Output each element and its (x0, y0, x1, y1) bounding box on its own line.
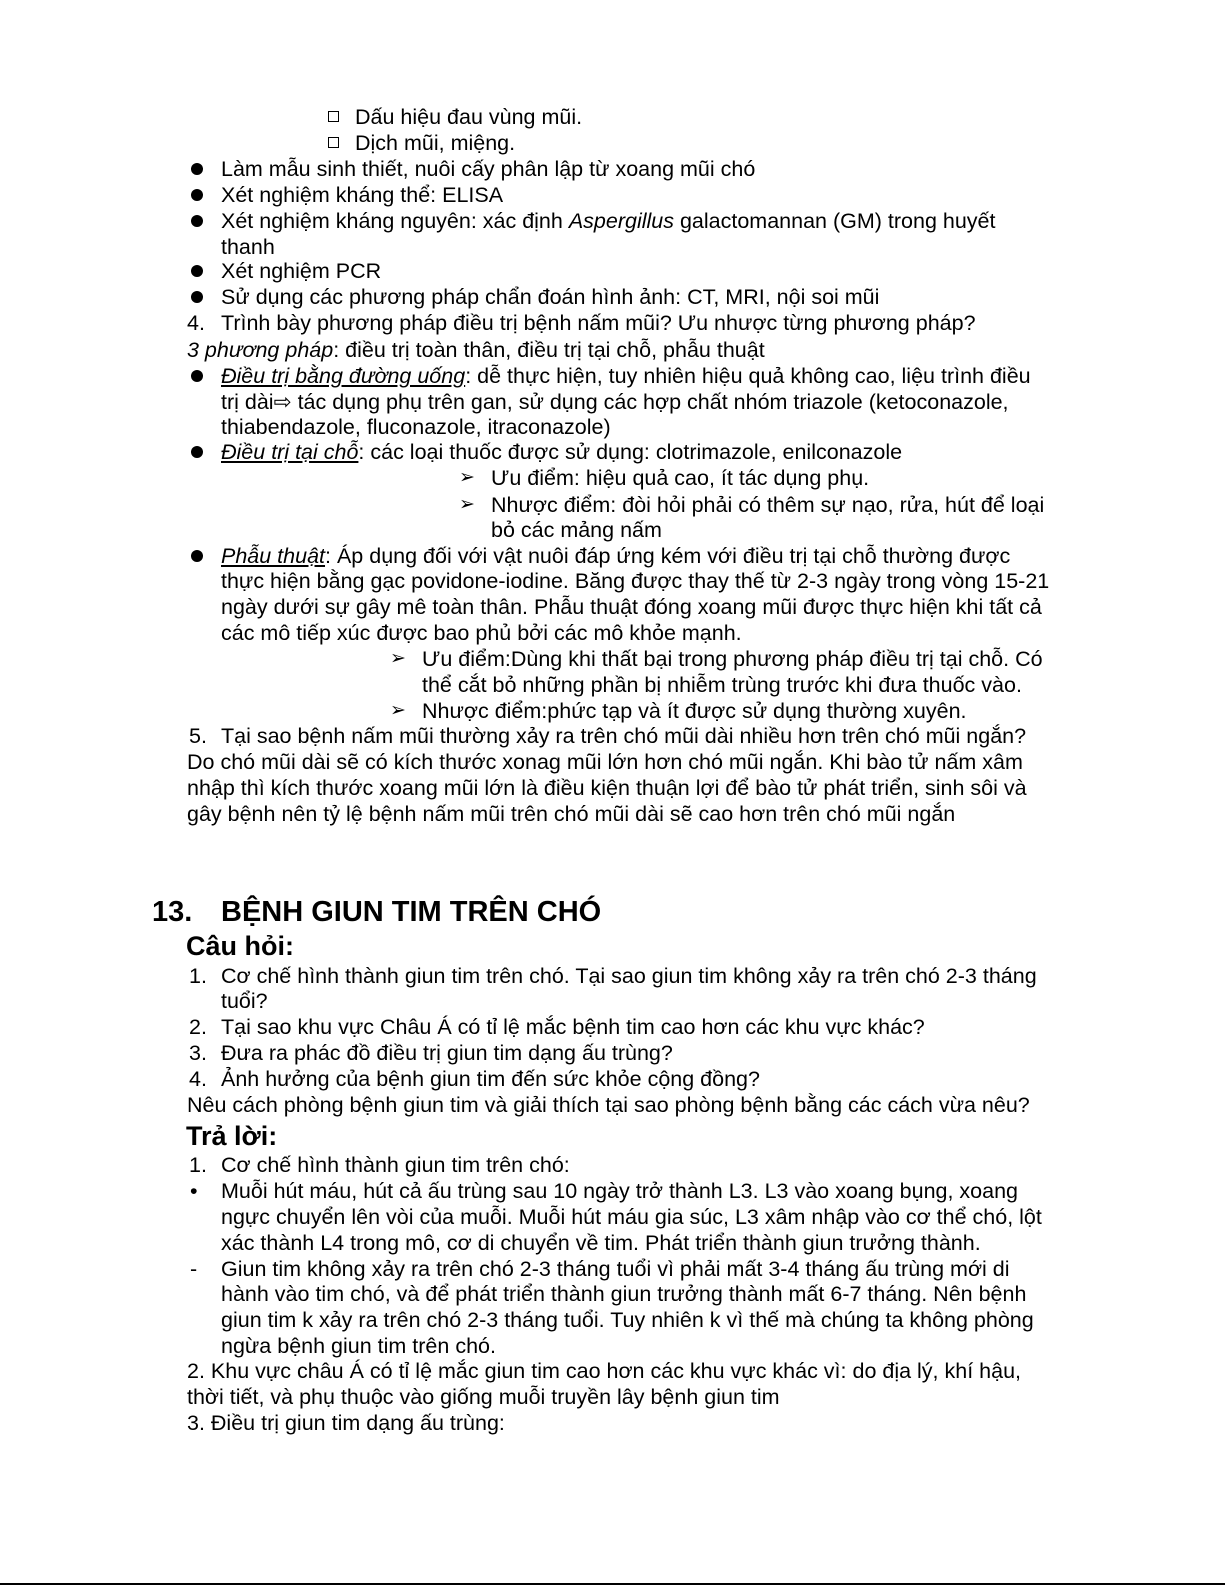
question-text: Ảnh hưởng của bệnh giun tim đến sức khỏe cộng đồng? (221, 1067, 760, 1091)
question-text: Đưa ra phác đồ điều trị giun tim dạng ấu trùng? (221, 1041, 673, 1065)
surgery-pro: Ưu điểm:Dùng khi thất bại trong phương pháp điều trị tại chỗ. Có (422, 647, 1043, 671)
list-number: 2. (189, 1015, 207, 1039)
oral-treatment: Điều trị bằng đường uống: dễ thực hiện, tuy nhiên hiệu quả không cao, liệu trình điều (221, 364, 1031, 388)
surgery-cont: ngày dưới sự gây mê toàn thân. Phẫu thuật đóng xoang mũi được thực hiện khi tất cả (221, 595, 1042, 619)
bullet-icon (191, 370, 203, 382)
local-pro: Ưu điểm: hiệu quả cao, ít tác dụng phụ. (491, 466, 870, 490)
answer-text: xác thành L4 trong mô, cơ di chuyển về tim. Phát triển thành giun trưởng thành. (221, 1231, 981, 1255)
test-item: Xét nghiệm kháng thể: ELISA (221, 183, 504, 207)
checkbox-icon (328, 111, 339, 122)
section-number: 13. (152, 896, 193, 928)
local-con-cont: bỏ các mảng nấm (491, 518, 662, 542)
question-text: Tại sao bệnh nấm mũi thường xảy ra trên chó mũi dài nhiều hơn trên chó mũi ngắn? (221, 724, 1027, 748)
surgery: Phẫu thuật: Áp dụng đối với vật nuôi đáp ứng kém với điều trị tại chỗ thường được (221, 544, 1011, 568)
methods-line: 3 phương pháp: điều trị toàn thân, điều trị tại chỗ, phẫu thuật (187, 338, 765, 362)
oral-treatment-cont: trị dài⇨ tác dụng phụ trên gan, sử dụng các hợp chất nhóm triazole (ketoconazole, (221, 390, 1009, 414)
surgery-cont: thực hiện bằng gạc povidone-iodine. Băng được thay thế từ 2-3 ngày trong vòng 15-21 (221, 569, 1050, 593)
bullet-icon: • (190, 1179, 198, 1203)
answer-text: nhập thì kích thước xoang mũi lớn là điều kiện thuận lợi để bào tử phát triển, sinh sôi và (187, 776, 1027, 800)
section-title: BỆNH GIUN TIM TRÊN CHÓ (221, 896, 602, 928)
answer-text: giun tim k xảy ra trên chó 2-3 tháng tuổi. Tuy nhiên k vì thế mà chúng ta không phòng (221, 1308, 1034, 1332)
answer-text: Giun tim không xảy ra trên chó 2-3 tháng tuổi vì phải mất 3-4 tháng ấu trùng mới di (221, 1257, 1010, 1281)
answer-title: Cơ chế hình thành giun tim trên chó: (221, 1153, 570, 1177)
list-number: 3. (189, 1041, 207, 1065)
bullet-icon (191, 215, 203, 227)
answer-text: Muỗi hút máu, hút cả ấu trùng sau 10 ngày trở thành L3. L3 vào xoang bụng, xoang (221, 1179, 1019, 1203)
question-text: Tại sao khu vực Châu Á có tỉ lệ mắc bệnh tim cao hơn các khu vực khác? (221, 1015, 925, 1039)
arrow-icon: ⇨ (273, 390, 292, 414)
diag-item: Dấu hiệu đau vùng mũi. (355, 105, 583, 129)
bullet-icon (191, 163, 203, 175)
bullet-icon (191, 189, 203, 201)
question-text-cont: tuổi? (221, 989, 268, 1013)
local-con: Nhược điểm: đòi hỏi phải có thêm sự nạo, rửa, hút để loại (491, 493, 1045, 517)
answer-text: thời tiết, và phụ thuộc vào giống muỗi truyền lây bệnh giun tim (187, 1385, 780, 1409)
arrowhead-bullet-icon: ➢ (390, 700, 406, 721)
answer-text: 3. Điều trị giun tim dạng ấu trùng: (187, 1411, 505, 1435)
answer-text: ngừa bệnh giun tim trên chó. (221, 1334, 496, 1358)
oral-treatment-cont: thiabendazole, fluconazole, itraconazole) (221, 415, 611, 439)
test-item: Sử dụng các phương pháp chẩn đoán hình ảnh: CT, MRI, nội soi mũi (221, 285, 880, 309)
test-item: Xét nghiệm PCR (221, 259, 382, 283)
test-item: Làm mẫu sinh thiết, nuôi cấy phân lập từ xoang mũi chó (221, 157, 756, 181)
answer-text: ngực chuyển lên vòi của muỗi. Muỗi hút máu gia súc, L3 xâm nhập vào cơ thể chó, lột (221, 1205, 1042, 1229)
answer-text: Do chó mũi dài sẽ có kích thước xonag mũi lớn hơn chó mũi ngắn. Khi bào tử nấm xâm (187, 750, 1023, 774)
question-text: Nêu cách phòng bệnh giun tim và giải thích tại sao phòng bệnh bằng các cách vừa nêu? (187, 1093, 1030, 1117)
dash-icon: - (190, 1257, 198, 1281)
surgery-pro-cont: thể cắt bỏ những phần bị nhiễm trùng trước khi đưa thuốc vào. (422, 673, 1022, 697)
surgery-con: Nhược điểm:phức tạp và ít được sử dụng thường xuyên. (422, 699, 967, 723)
diag-item: Dịch mũi, miệng. (355, 131, 516, 155)
bullet-icon (191, 265, 203, 277)
test-item-cont: thanh (221, 235, 275, 259)
question-text: Cơ chế hình thành giun tim trên chó. Tại sao giun tim không xảy ra trên chó 2-3 tháng (221, 964, 1037, 988)
answer-text: gây bệnh nên tỷ lệ bệnh nấm mũi trên chó mũi dài sẽ cao hơn trên chó mũi ngắn (187, 802, 956, 826)
list-number: 4. (187, 311, 205, 335)
arrowhead-bullet-icon: ➢ (459, 494, 475, 515)
checkbox-icon (328, 137, 339, 148)
list-number: 1. (189, 964, 207, 988)
list-number: 5. (189, 724, 207, 748)
bullet-icon (191, 446, 203, 458)
question-text: Trình bày phương pháp điều trị bệnh nấm mũi? Ưu nhược từng phương pháp? (221, 311, 976, 335)
test-item: Xét nghiệm kháng nguyên: xác định Aspergillus galactomannan (GM) trong huyết (221, 209, 996, 233)
local-treatment: Điều trị tại chỗ: các loại thuốc được sử dụng: clotrimazole, enilconazole (221, 440, 903, 464)
answers-heading: Trả lời: (186, 1121, 278, 1151)
questions-heading: Câu hỏi: (186, 931, 294, 961)
answer-text: hành vào tim chó, và để phát triển thành giun trưởng thành mất 6-7 tháng. Nên bệnh (221, 1282, 1027, 1306)
arrowhead-bullet-icon: ➢ (390, 648, 406, 669)
organism-name: Aspergillus (568, 209, 674, 233)
bullet-icon (191, 550, 203, 562)
surgery-cont: các mô tiếp xúc được bao phủ bởi các mô khỏe mạnh. (221, 621, 742, 645)
bullet-icon (191, 291, 203, 303)
arrowhead-bullet-icon: ➢ (459, 467, 475, 488)
list-number: 4. (189, 1067, 207, 1091)
answer-text: 2. Khu vực châu Á có tỉ lệ mắc giun tim cao hơn các khu vực khác vì: do địa lý, khí hậu, (187, 1359, 1022, 1383)
list-number: 1. (189, 1153, 207, 1177)
